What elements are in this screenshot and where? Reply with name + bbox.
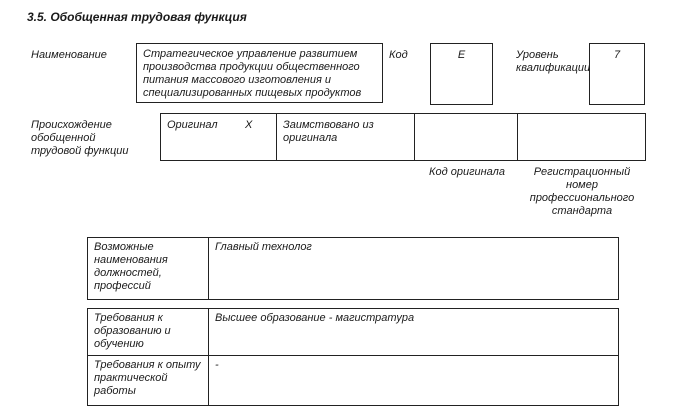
origin-table <box>160 113 646 161</box>
original-label: Оригинал <box>167 119 218 131</box>
name-value: Стратегическое управление развитием производства продукции общественного питания массового изготовления и специализированных пищевых продуктов <box>143 48 362 99</box>
requirements-table <box>87 308 619 406</box>
row-value: Главный технолог <box>209 238 619 300</box>
name-label: Наименование <box>31 49 107 61</box>
code-label: Код <box>389 49 408 61</box>
origin-label: Происхождение обобщенной трудовой функции <box>31 119 129 157</box>
code-value: E <box>457 49 466 61</box>
level-value-box <box>589 43 645 105</box>
row-key: Требования к опыту практической работы <box>88 356 209 406</box>
registration-number-caption: Регистрационный номер профессионального стандарта <box>529 166 635 217</box>
borrowed-label: Заимствовано из оригинала <box>283 119 374 144</box>
level-value: 7 <box>613 49 621 61</box>
level-label: Уровень квалификации <box>516 49 591 74</box>
borrowed-cell <box>276 114 414 160</box>
original-code-caption: Код оригинала <box>428 166 505 178</box>
original-code-cell <box>414 114 518 160</box>
row-value: Высшее образование - магистратура <box>209 309 619 356</box>
row-key: Требования к образованию и обучению <box>88 309 209 356</box>
table-row <box>88 356 619 406</box>
positions-table <box>87 237 619 300</box>
code-value-box <box>430 43 493 105</box>
section-title: 3.5. Обобщенная трудовая функция <box>27 10 247 24</box>
table-row <box>88 309 619 356</box>
name-value-box <box>136 43 383 103</box>
row-key: Возможные наименования должностей, профессий <box>88 238 209 300</box>
table-row <box>88 238 619 300</box>
row-value: - <box>209 356 619 406</box>
original-cell <box>161 114 276 160</box>
registration-number-cell <box>517 114 646 160</box>
original-mark: X <box>245 119 253 131</box>
